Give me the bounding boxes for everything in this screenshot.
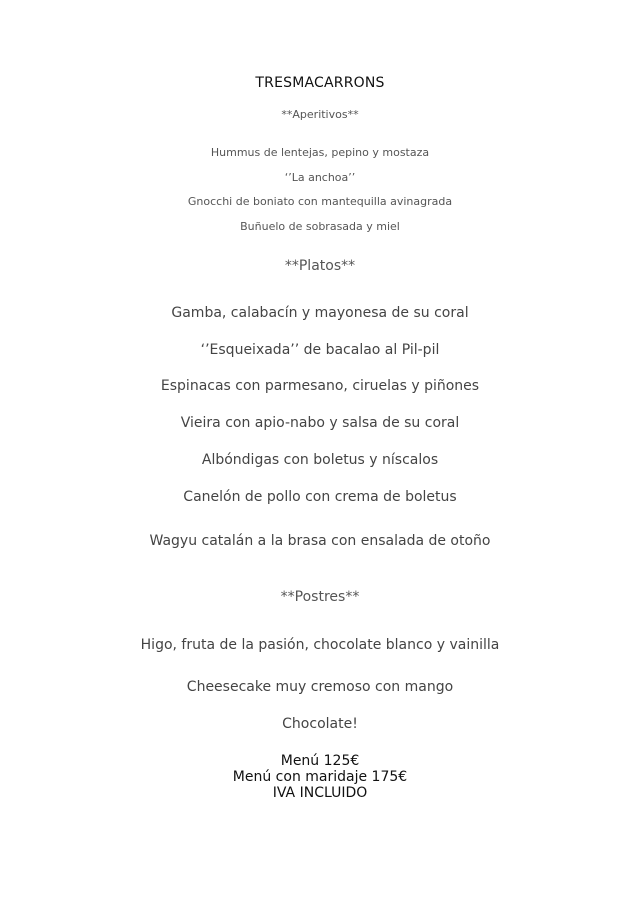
plato-item: Albóndigas con boletus y níscalos [201, 452, 439, 468]
plato-item: Vieira con apio-nabo y salsa de su coral [180, 415, 460, 431]
postre-item: Cheesecake muy cremoso con mango [186, 679, 454, 695]
tax-note: IVA INCLUIDO [272, 785, 368, 801]
postre-item: Higo, fruta de la pasión, chocolate blanco y vainilla [140, 637, 500, 653]
aperitivo-item: Buñuelo de sobrasada y miel [240, 220, 400, 233]
plato-item: Canelón de pollo con crema de boletus [183, 489, 457, 505]
plato-item: Gamba, calabacín y mayonesa de su coral [171, 305, 469, 321]
restaurant-name: TRESMACARRONS [255, 75, 385, 91]
menu-pairing-price: Menú con maridaje 175€ [232, 769, 408, 785]
plato-item: ‘’Esqueixada’’ de bacalao al Pil-pil [200, 342, 440, 358]
section-heading-postres: **Postres** [280, 589, 360, 605]
section-heading-aperitivos: **Aperitivos** [281, 108, 359, 121]
aperitivo-item: Hummus de lentejas, pepino y mostaza [210, 146, 430, 159]
postre-item: Chocolate! [282, 716, 358, 732]
aperitivo-item: Gnocchi de boniato con mantequilla avinagrada [187, 195, 453, 208]
plato-item: Wagyu catalán a la brasa con ensalada de otoño [149, 533, 491, 549]
aperitivo-item: ‘’La anchoa’’ [284, 171, 356, 184]
plato-item: Espinacas con parmesano, ciruelas y piñones [160, 378, 480, 394]
menu-price: Menú 125€ [280, 753, 360, 769]
section-heading-platos: **Platos** [284, 258, 356, 274]
